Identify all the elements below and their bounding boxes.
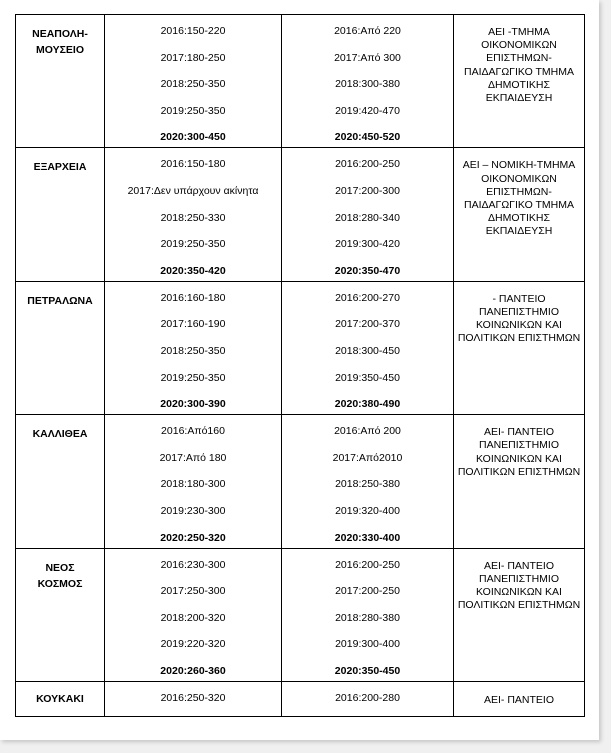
price-value: 2019:420-470 bbox=[335, 104, 400, 117]
university-text: ΠΑΙΔΑΓΩΓΙΚΟ ΤΜΗΜΑ bbox=[464, 198, 574, 211]
university-cell bbox=[454, 415, 585, 548]
university-text: ΚΟΙΝΩΝΙΚΩΝ ΚΑΙ bbox=[476, 319, 562, 332]
university-text: ΟΙΚΟΝΟΜΙΚΩΝ bbox=[481, 172, 557, 185]
price-value: 2016:Από 220 bbox=[334, 25, 401, 37]
price-value-current: 2020:260-360 bbox=[160, 664, 226, 677]
university-text: ΔΗΜΟΤΙΚΗΣ bbox=[488, 78, 550, 91]
price-range-cell bbox=[282, 15, 454, 148]
university-text: - ΠΑΝΤΕΙΟ bbox=[492, 292, 546, 305]
price-value: 2018:250-350 bbox=[160, 78, 226, 91]
price-range-cell bbox=[282, 415, 454, 548]
area-name-cell bbox=[16, 681, 105, 717]
price-value: 2018:180-300 bbox=[160, 478, 226, 491]
price-range-cell bbox=[105, 548, 282, 681]
university-text: ΠΟΛΙΤΙΚΩΝ ΕΠΙΣΤΗΜΩΝ bbox=[457, 599, 581, 612]
area-name: ΚΑΛΛΙΘΕΑ bbox=[32, 428, 88, 441]
price-range-cell bbox=[105, 281, 282, 414]
university-text: ΕΠΙΣΤΗΜΩΝ- bbox=[486, 185, 552, 198]
table-row bbox=[16, 681, 585, 717]
price-value: 2018:200-320 bbox=[160, 611, 226, 624]
price-value: 2017:Από2010 bbox=[332, 451, 403, 464]
university-text: ΠΑΝΕΠΙΣΤΗΜΙΟ bbox=[479, 439, 559, 452]
price-range-cell bbox=[282, 548, 454, 681]
price-value-current: 2020:380-490 bbox=[334, 398, 401, 411]
price-value-current: 2020:300-390 bbox=[160, 398, 226, 411]
area-name: ΕΞΑΡΧΕΙΑ bbox=[33, 161, 87, 174]
university-text: ΑΕΙ -ΤΜΗΜΑ bbox=[488, 26, 550, 38]
price-value: 2019:350-450 bbox=[335, 371, 400, 384]
price-value: 2019:300-400 bbox=[335, 638, 400, 651]
price-value: 2016:Από160 bbox=[161, 425, 225, 438]
price-range-cell bbox=[105, 148, 282, 281]
price-range-cell bbox=[282, 681, 454, 717]
university-text: ΠΑΙΔΑΓΩΓΙΚΟ ΤΜΗΜΑ bbox=[464, 65, 574, 78]
price-value: 2019:220-320 bbox=[160, 638, 226, 651]
price-value: 2017:160-190 bbox=[160, 318, 226, 331]
area-name: ΚΟΥΚΑΚΙ bbox=[36, 692, 84, 705]
price-value: 2016:200-250 bbox=[335, 158, 400, 171]
price-value: 2019:320-400 bbox=[335, 504, 400, 517]
table-row bbox=[16, 281, 585, 414]
table-row bbox=[16, 415, 585, 548]
university-text: ΠΑΝΕΠΙΣΤΗΜΙΟ bbox=[479, 572, 559, 585]
area-name: ΠΕΤΡΑΛΩΝΑ bbox=[27, 294, 93, 307]
university-cell bbox=[454, 548, 585, 681]
area-name-cell bbox=[16, 415, 105, 548]
university-text: ΕΚΠΑΙΔΕΥΣΗ bbox=[485, 225, 553, 238]
area-name-cell bbox=[16, 548, 105, 681]
price-value-current: 2020:450-520 bbox=[334, 131, 401, 144]
table-row bbox=[16, 15, 585, 148]
area-name-cell bbox=[16, 281, 105, 414]
price-value: 2019:250-350 bbox=[160, 104, 226, 117]
price-value-current: 2020:300-450 bbox=[160, 131, 226, 144]
university-text: ΟΙΚΟΝΟΜΙΚΩΝ bbox=[481, 39, 557, 52]
price-value: 2016:200-280 bbox=[335, 691, 400, 704]
university-text: ΠΑΝΕΠΙΣΤΗΜΙΟ bbox=[479, 305, 559, 318]
price-value: 2018:250-350 bbox=[160, 344, 226, 357]
price-value: 2016:200-270 bbox=[335, 291, 400, 304]
university-text: ΠΟΛΙΤΙΚΩΝ ΕΠΙΣΤΗΜΩΝ bbox=[457, 332, 581, 345]
price-value: 2017:Από 300 bbox=[334, 51, 401, 64]
university-text: ΔΗΜΟΤΙΚΗΣ bbox=[488, 212, 550, 225]
price-value: 2019:250-350 bbox=[160, 238, 226, 251]
price-value-current: 2020:350-470 bbox=[334, 264, 401, 277]
price-value: 2017:Από 180 bbox=[159, 451, 227, 464]
price-value: 2018:300-380 bbox=[335, 78, 400, 91]
price-value: 2018:280-340 bbox=[335, 211, 400, 224]
price-value-current: 2020:350-420 bbox=[160, 264, 226, 277]
table-row bbox=[16, 148, 585, 281]
price-value: 2016:Από 200 bbox=[334, 425, 401, 438]
price-value: 2016:160-180 bbox=[160, 291, 226, 304]
university-text: ΕΚΠΑΙΔΕΥΣΗ bbox=[485, 92, 553, 105]
price-value: 2017:250-300 bbox=[160, 585, 226, 598]
price-value: 2016:250-320 bbox=[160, 691, 226, 704]
price-range-cell bbox=[282, 148, 454, 281]
price-range-cell bbox=[282, 281, 454, 414]
university-text: ΠΟΛΙΤΙΚΩΝ ΕΠΙΣΤΗΜΩΝ bbox=[457, 465, 581, 478]
area-name-cell bbox=[16, 15, 105, 148]
university-cell bbox=[454, 681, 585, 717]
university-text: ΑΕΙ- ΠΑΝΤΕΙΟ bbox=[483, 693, 554, 706]
price-value: 2018:250-380 bbox=[335, 478, 400, 491]
price-value: 2019:250-350 bbox=[160, 371, 226, 384]
university-text: ΑΕΙ- ΠΑΝΤΕΙΟ bbox=[483, 559, 554, 572]
area-name: ΜΟΥΣΕΙΟ bbox=[35, 44, 84, 56]
table-body bbox=[16, 15, 585, 717]
university-cell bbox=[454, 15, 585, 148]
university-text: ΕΠΙΣΤΗΜΩΝ- bbox=[486, 52, 552, 65]
price-value: 2017:200-300 bbox=[335, 184, 400, 197]
area-name-cell bbox=[16, 148, 105, 281]
price-value: 2017:180-250 bbox=[160, 51, 226, 64]
area-name: ΚΟΣΜΟΣ bbox=[37, 577, 83, 590]
price-value: 2019:230-300 bbox=[160, 504, 226, 517]
price-value: 2016:200-250 bbox=[335, 558, 400, 571]
price-value-current: 2020:330-400 bbox=[334, 531, 401, 544]
rent-price-table bbox=[15, 14, 585, 717]
area-name: ΝΕΟΣ bbox=[45, 561, 75, 574]
university-text: ΚΟΙΝΩΝΙΚΩΝ ΚΑΙ bbox=[476, 585, 562, 598]
university-cell bbox=[454, 281, 585, 414]
price-value: 2017:200-370 bbox=[335, 318, 400, 331]
university-text: ΚΟΙΝΩΝΙΚΩΝ ΚΑΙ bbox=[476, 452, 562, 465]
price-value: 2018:280-380 bbox=[335, 611, 400, 624]
university-cell bbox=[454, 148, 585, 281]
university-text: ΑΕΙ – ΝΟΜΙΚΗ-ΤΜΗΜΑ bbox=[462, 159, 576, 172]
price-value: 2016:150-220 bbox=[160, 25, 226, 37]
price-value: 2018:300-450 bbox=[335, 344, 400, 357]
price-value: 2018:250-330 bbox=[160, 211, 226, 224]
price-value: 2017:Δεν υπάρχουν ακίνητα bbox=[127, 184, 259, 197]
price-value-current: 2020:350-450 bbox=[334, 664, 401, 677]
price-value: 2016:150-180 bbox=[160, 158, 226, 171]
university-text: ΑΕΙ- ΠΑΝΤΕΙΟ bbox=[483, 426, 554, 439]
price-value: 2019:300-420 bbox=[335, 238, 400, 251]
area-name: ΝΕΑΠΟΛΗ- bbox=[32, 28, 88, 40]
price-value: 2017:200-250 bbox=[335, 585, 400, 598]
table-row bbox=[16, 548, 585, 681]
price-value: 2016:230-300 bbox=[160, 558, 226, 571]
price-value-current: 2020:250-320 bbox=[160, 531, 226, 544]
price-range-cell bbox=[105, 415, 282, 548]
price-range-cell bbox=[105, 15, 282, 148]
price-range-cell bbox=[105, 681, 282, 717]
